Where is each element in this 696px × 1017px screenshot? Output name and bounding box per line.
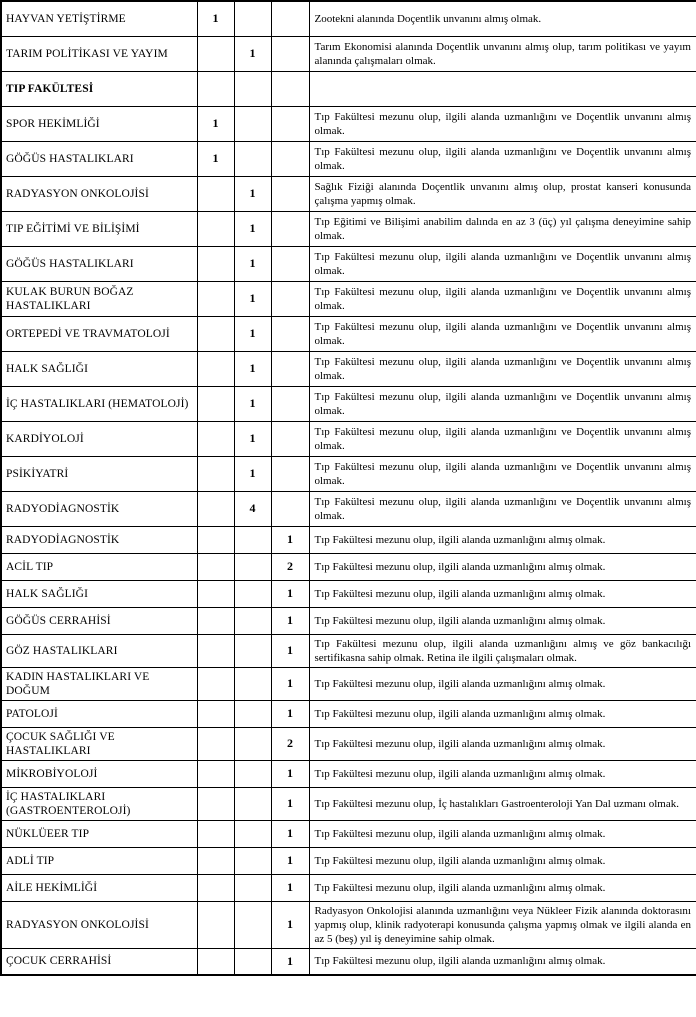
quota-col3-cell — [271, 281, 309, 316]
quota-col2-cell — [234, 948, 271, 975]
requirement-cell: Tıp Fakültesi mezunu olup, ilgili alanda uzmanlığını almış olmak. — [309, 553, 696, 580]
table-row — [1, 874, 696, 901]
table-row — [1, 727, 696, 760]
quota-col2-cell — [234, 526, 271, 553]
quota-col3-cell — [271, 211, 309, 246]
quota-col2-cell — [234, 787, 271, 820]
table-row — [1, 1, 696, 36]
department-cell: RADYODİAGNOSTİK — [1, 491, 197, 526]
quota-col3-cell — [271, 351, 309, 386]
quota-col1-cell — [197, 421, 234, 456]
department-cell: GÖĞÜS HASTALIKLARI — [1, 141, 197, 176]
requirement-cell: Tıp Fakültesi mezunu olup, ilgili alanda uzmanlığını ve Doçentlik unvanını almış olmak. — [309, 316, 696, 351]
quota-col2-cell: 4 — [234, 491, 271, 526]
quota-col3-cell — [271, 71, 309, 106]
quota-col1-cell — [197, 36, 234, 71]
department-cell: RADYASYON ONKOLOJİSİ — [1, 901, 197, 948]
quota-col3-cell: 1 — [271, 526, 309, 553]
department-cell: TARIM POLİTİKASI VE YAYIM — [1, 36, 197, 71]
department-cell: GÖĞÜS CERRAHİSİ — [1, 607, 197, 634]
table-row — [1, 456, 696, 491]
table-row — [1, 36, 696, 71]
requirement-cell: Tıp Fakültesi mezunu olup, ilgili alanda uzmanlığını ve Doçentlik unvanını almış olmak. — [309, 351, 696, 386]
table-row — [1, 948, 696, 975]
quota-col2-cell — [234, 634, 271, 667]
quota-col1-cell — [197, 820, 234, 847]
requirement-cell: Tıp Fakültesi mezunu olup, ilgili alanda uzmanlığını ve Doçentlik unvanını almış olmak. — [309, 281, 696, 316]
department-cell: KARDİYOLOJİ — [1, 421, 197, 456]
table-row — [1, 820, 696, 847]
quota-col3-cell — [271, 36, 309, 71]
table-row — [1, 106, 696, 141]
requirement-cell: Tıp Fakültesi mezunu olup, ilgili alanda uzmanlığını almış olmak. — [309, 526, 696, 553]
department-cell: SPOR HEKİMLİĞİ — [1, 106, 197, 141]
quota-col2-cell — [234, 727, 271, 760]
table-row — [1, 71, 696, 106]
department-cell: GÖZ HASTALIKLARI — [1, 634, 197, 667]
table-row — [1, 760, 696, 787]
table-row — [1, 176, 696, 211]
quota-col1-cell — [197, 847, 234, 874]
table-row — [1, 667, 696, 700]
quota-col2-cell — [234, 901, 271, 948]
table-row — [1, 607, 696, 634]
table-row — [1, 580, 696, 607]
quota-col3-cell — [271, 456, 309, 491]
quota-col1-cell — [197, 351, 234, 386]
department-cell: İÇ HASTALIKLARI (HEMATOLOJİ) — [1, 386, 197, 421]
quota-col1-cell: 1 — [197, 106, 234, 141]
quota-col1-cell — [197, 71, 234, 106]
quota-col2-cell: 1 — [234, 351, 271, 386]
quota-col3-cell: 1 — [271, 901, 309, 948]
department-cell: GÖĞÜS HASTALIKLARI — [1, 246, 197, 281]
department-cell: PATOLOJİ — [1, 700, 197, 727]
table-row — [1, 526, 696, 553]
quota-col1-cell — [197, 246, 234, 281]
quota-col1-cell — [197, 667, 234, 700]
quota-col2-cell — [234, 847, 271, 874]
quota-col2-cell — [234, 71, 271, 106]
requirement-cell: Tıp Fakültesi mezunu olup, ilgili alanda uzmanlığını almış olmak. — [309, 874, 696, 901]
quota-col3-cell: 1 — [271, 948, 309, 975]
department-cell: NÜKLÜEER TIP — [1, 820, 197, 847]
quota-col2-cell — [234, 820, 271, 847]
requirement-cell: Tıp Fakültesi mezunu olup, ilgili alanda uzmanlığını almış olmak. — [309, 580, 696, 607]
quota-col2-cell: 1 — [234, 246, 271, 281]
department-cell: KADIN HASTALIKLARI VE DOĞUM — [1, 667, 197, 700]
quota-col2-cell — [234, 141, 271, 176]
quota-col3-cell: 1 — [271, 700, 309, 727]
quota-col3-cell: 1 — [271, 820, 309, 847]
department-cell: ACİL TIP — [1, 553, 197, 580]
department-cell: ORTEPEDİ VE TRAVMATOLOJİ — [1, 316, 197, 351]
requirement-cell: Tıp Fakültesi mezunu olup, ilgili alanda uzmanlığını ve Doçentlik unvanını almış olmak. — [309, 141, 696, 176]
positions-table-body — [1, 1, 696, 975]
department-cell: ADLİ TIP — [1, 847, 197, 874]
requirement-cell: Tıp Fakültesi mezunu olup, ilgili alanda uzmanlığını ve Doçentlik unvanını almış olmak. — [309, 246, 696, 281]
quota-col2-cell — [234, 580, 271, 607]
quota-col2-cell — [234, 874, 271, 901]
requirement-cell: Tıp Fakültesi mezunu olup, ilgili alanda uzmanlığını almış olmak. — [309, 667, 696, 700]
quota-col1-cell — [197, 727, 234, 760]
quota-col2-cell: 1 — [234, 36, 271, 71]
quota-col3-cell: 1 — [271, 580, 309, 607]
quota-col3-cell — [271, 246, 309, 281]
table-row — [1, 316, 696, 351]
department-cell: İÇ HASTALIKLARI (GASTROENTEROLOJİ) — [1, 787, 197, 820]
requirement-cell: Zootekni alanında Doçentlik unvanını almış olmak. — [309, 1, 696, 36]
table-row — [1, 281, 696, 316]
quota-col1-cell — [197, 316, 234, 351]
table-row — [1, 421, 696, 456]
table-row — [1, 246, 696, 281]
quota-col3-cell — [271, 176, 309, 211]
table-row — [1, 211, 696, 246]
department-cell: MİKROBİYOLOJİ — [1, 760, 197, 787]
requirement-cell: Tıp Fakültesi mezunu olup, ilgili alanda uzmanlığını almış olmak. — [309, 847, 696, 874]
quota-col1-cell — [197, 526, 234, 553]
department-cell: ÇOCUK SAĞLIĞI VE HASTALIKLARI — [1, 727, 197, 760]
quota-col1-cell — [197, 553, 234, 580]
department-cell: AİLE HEKİMLİĞİ — [1, 874, 197, 901]
requirement-cell — [309, 71, 696, 106]
quota-col2-cell — [234, 607, 271, 634]
quota-col1-cell — [197, 281, 234, 316]
requirement-cell: Tıp Fakültesi mezunu olup, ilgili alanda uzmanlığını almış olmak. — [309, 948, 696, 975]
quota-col3-cell — [271, 316, 309, 351]
quota-col3-cell — [271, 491, 309, 526]
table-row — [1, 491, 696, 526]
department-cell: RADYASYON ONKOLOJİSİ — [1, 176, 197, 211]
department-cell: HAYVAN YETİŞTİRME — [1, 1, 197, 36]
quota-col1-cell — [197, 634, 234, 667]
quota-col3-cell: 1 — [271, 874, 309, 901]
department-cell: KULAK BURUN BOĞAZ HASTALIKLARI — [1, 281, 197, 316]
quota-col2-cell — [234, 667, 271, 700]
quota-col3-cell — [271, 1, 309, 36]
quota-col2-cell: 1 — [234, 386, 271, 421]
quota-col3-cell — [271, 106, 309, 141]
quota-col1-cell — [197, 874, 234, 901]
quota-col3-cell: 1 — [271, 634, 309, 667]
quota-col3-cell — [271, 421, 309, 456]
department-cell: PSİKİYATRİ — [1, 456, 197, 491]
quota-col3-cell: 2 — [271, 727, 309, 760]
quota-col1-cell — [197, 386, 234, 421]
department-cell: RADYODİAGNOSTİK — [1, 526, 197, 553]
quota-col1-cell — [197, 580, 234, 607]
requirement-cell: Tıp Fakültesi mezunu olup, ilgili alanda uzmanlığını almış ve göz bankacılığı sertifikasna sahip olmak. Retina ile ilgili çalışmaları olmak. — [309, 634, 696, 667]
requirement-cell: Tıp Fakültesi mezunu olup, ilgili alanda uzmanlığını ve Doçentlik unvanını almış olmak. — [309, 421, 696, 456]
quota-col3-cell: 1 — [271, 787, 309, 820]
quota-col1-cell — [197, 607, 234, 634]
quota-col1-cell — [197, 700, 234, 727]
quota-col2-cell: 1 — [234, 421, 271, 456]
requirement-cell: Tıp Fakültesi mezunu olup, ilgili alanda uzmanlığını almış olmak. — [309, 727, 696, 760]
requirement-cell: Sağlık Fiziği alanında Doçentlik unvanını almış olup, prostat kanseri konusunda çalışma yapmış olmak. — [309, 176, 696, 211]
quota-col1-cell — [197, 948, 234, 975]
quota-col3-cell: 1 — [271, 607, 309, 634]
table-row — [1, 847, 696, 874]
requirement-cell: Tıp Fakültesi mezunu olup, ilgili alanda uzmanlığını ve Doçentlik unvanını almış olmak. — [309, 386, 696, 421]
quota-col1-cell — [197, 901, 234, 948]
requirement-cell: Tıp Fakültesi mezunu olup, ilgili alanda uzmanlığını ve Doçentlik unvanını almış olmak. — [309, 106, 696, 141]
requirement-cell: Tıp Fakültesi mezunu olup, ilgili alanda uzmanlığını almış olmak. — [309, 760, 696, 787]
table-row — [1, 386, 696, 421]
table-row — [1, 700, 696, 727]
quota-col1-cell — [197, 176, 234, 211]
quota-col1-cell — [197, 760, 234, 787]
table-row — [1, 141, 696, 176]
department-cell: HALK SAĞLIĞI — [1, 580, 197, 607]
requirement-cell: Tıp Eğitimi ve Bilişimi anabilim dalında en az 3 (üç) yıl çalışma deneyimine sahip olmak. — [309, 211, 696, 246]
quota-col3-cell — [271, 386, 309, 421]
quota-col2-cell — [234, 106, 271, 141]
quota-col2-cell — [234, 760, 271, 787]
department-cell: HALK SAĞLIĞI — [1, 351, 197, 386]
table-row — [1, 787, 696, 820]
quota-col2-cell — [234, 1, 271, 36]
quota-col3-cell: 1 — [271, 667, 309, 700]
quota-col2-cell: 1 — [234, 456, 271, 491]
quota-col2-cell — [234, 553, 271, 580]
quota-col2-cell: 1 — [234, 281, 271, 316]
quota-col3-cell — [271, 141, 309, 176]
quota-col1-cell: 1 — [197, 141, 234, 176]
requirement-cell: Tıp Fakültesi mezunu olup, ilgili alanda uzmanlığını ve Doçentlik unvanını almış olmak. — [309, 456, 696, 491]
requirement-cell: Tıp Fakültesi mezunu olup, İç hastalıkları Gastroenteroloji Yan Dal uzmanı olmak. — [309, 787, 696, 820]
quota-col3-cell: 1 — [271, 760, 309, 787]
table-row — [1, 634, 696, 667]
quota-col2-cell: 1 — [234, 211, 271, 246]
table-row — [1, 351, 696, 386]
quota-col1-cell — [197, 456, 234, 491]
requirement-cell: Tıp Fakültesi mezunu olup, ilgili alanda uzmanlığını almış olmak. — [309, 700, 696, 727]
quota-col1-cell: 1 — [197, 1, 234, 36]
quota-col2-cell: 1 — [234, 316, 271, 351]
requirement-cell: Tıp Fakültesi mezunu olup, ilgili alanda uzmanlığını ve Doçentlik unvanını almış olmak. — [309, 491, 696, 526]
quota-col3-cell: 1 — [271, 847, 309, 874]
quota-col2-cell — [234, 700, 271, 727]
department-cell: TIP FAKÜLTESİ — [1, 71, 197, 106]
quota-col3-cell: 2 — [271, 553, 309, 580]
table-row — [1, 901, 696, 948]
quota-col1-cell — [197, 491, 234, 526]
quota-col1-cell — [197, 787, 234, 820]
quota-col1-cell — [197, 211, 234, 246]
department-cell: TIP EĞİTİMİ VE BİLİŞİMİ — [1, 211, 197, 246]
requirement-cell: Radyasyon Onkolojisi alanında uzmanlığını veya Nükleer Fizik alanında doktorasını yapmış olup, klinik radyoterapi konusunda çalışma yapmış olmak ve ilgili alanda en az 5 (beş) yıl iş deneyimine sahip olmak. — [309, 901, 696, 948]
table-row — [1, 553, 696, 580]
requirement-cell: Tıp Fakültesi mezunu olup, ilgili alanda uzmanlığını almış olmak. — [309, 607, 696, 634]
department-cell: ÇOCUK CERRAHİSİ — [1, 948, 197, 975]
requirement-cell: Tarım Ekonomisi alanında Doçentlik unvanını almış olup, tarım politikası ve yayım alanında çalışmaları olmak. — [309, 36, 696, 71]
quota-col2-cell: 1 — [234, 176, 271, 211]
requirement-cell: Tıp Fakültesi mezunu olup, ilgili alanda uzmanlığını almış olmak. — [309, 820, 696, 847]
